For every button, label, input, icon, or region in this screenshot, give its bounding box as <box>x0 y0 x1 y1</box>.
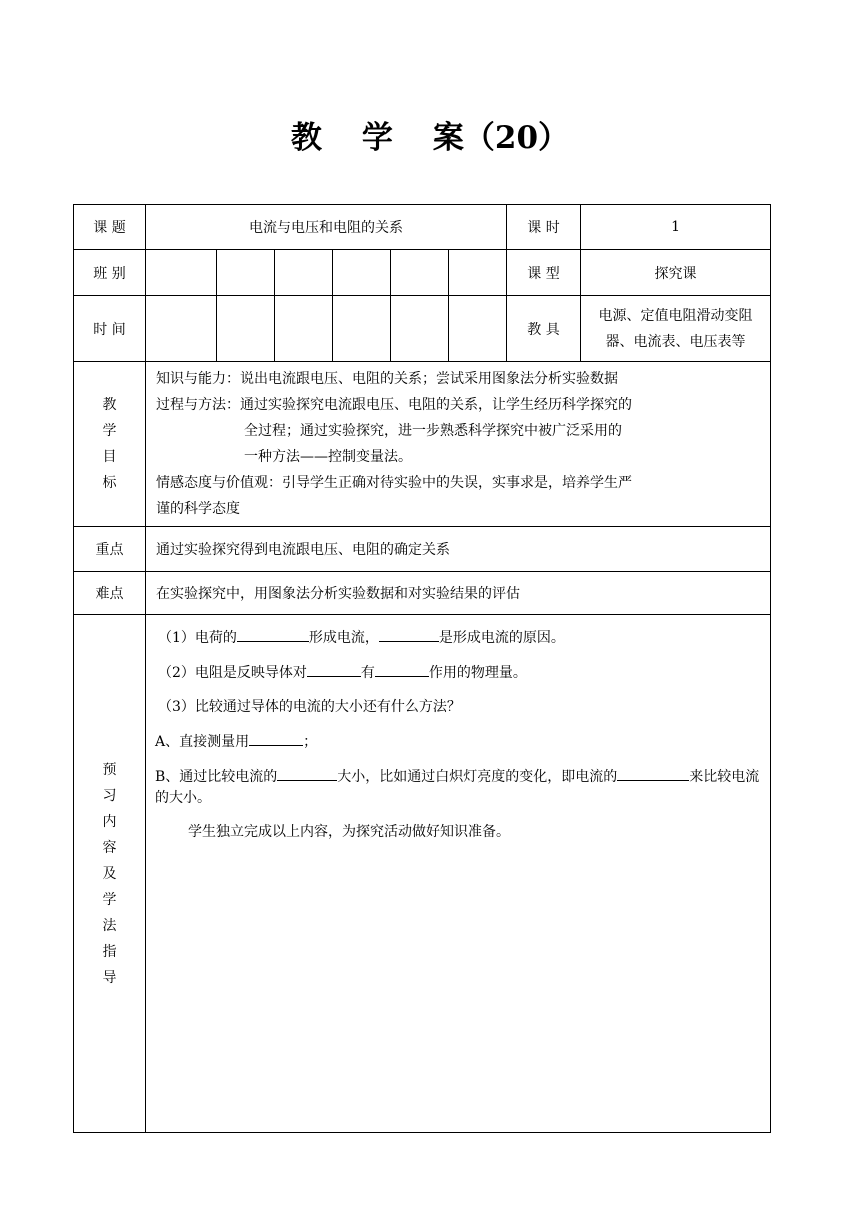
blank-field[interactable] <box>237 627 309 642</box>
preview-label-char: 内 <box>102 813 117 830</box>
question-1 <box>158 627 760 649</box>
tools-label: 教 具 <box>507 296 581 362</box>
time-cell <box>333 296 391 362</box>
title-char-3: 案（20） <box>432 120 570 156</box>
lesson-plan-table <box>73 204 771 1133</box>
objective-line: 一种方法——控制变量法。 <box>244 449 412 465</box>
time-cell <box>449 296 507 362</box>
time-cell <box>391 296 449 362</box>
preview-label <box>74 615 146 1133</box>
question-text: 有 <box>360 665 375 681</box>
time-cell <box>275 296 333 362</box>
class-cell <box>391 250 449 296</box>
preview-label-char: 指 <box>102 943 117 960</box>
class-cell <box>333 250 391 296</box>
question-text: 来比较电流的大小。 <box>155 769 760 806</box>
preview-note: 学生独立完成以上内容，为探究活动做好知识准备。 <box>188 824 510 840</box>
blank-field[interactable] <box>375 662 429 677</box>
hours-value: 1 <box>581 205 771 250</box>
question-text: （2）电阻是反映导体对 <box>158 665 307 681</box>
page-title <box>0 112 860 157</box>
objective-line: 全过程；通过实验探究，进一步熟悉科学探究中被广泛采用的 <box>244 423 622 439</box>
title-char-2: 学 <box>361 120 393 156</box>
class-cell <box>449 250 507 296</box>
question-3: （3）比较通过导体的电流的大小还有什么方法？ <box>158 699 461 715</box>
objective-line: 情感态度与价值观：引导学生正确对待实验中的失误，实事求是，培养学生严 <box>156 475 632 491</box>
question-text: 形成电流， <box>308 630 379 646</box>
objectives-label <box>74 362 146 527</box>
preview-label-char: 容 <box>102 839 117 856</box>
blank-field[interactable] <box>617 766 689 781</box>
objectives-label-char: 学 <box>102 423 117 439</box>
class-label: 班 别 <box>74 250 146 296</box>
question-2 <box>158 662 760 684</box>
time-cell <box>146 296 217 362</box>
tools-value: 电源、定值电阻滑动变阻器、电流表、电压表等 <box>581 296 771 362</box>
preview-label-char: 法 <box>102 917 117 934</box>
question-text: ； <box>303 734 318 750</box>
key-point-label: 重点 <box>74 527 146 572</box>
difficulty-text: 在实验探究中，用图象法分析实验数据和对实验结果的评估 <box>146 572 771 615</box>
class-cell <box>146 250 217 296</box>
blank-field[interactable] <box>277 766 337 781</box>
objectives-content <box>146 362 771 527</box>
question-text: 是形成电流的原因。 <box>438 630 565 646</box>
preview-label-char: 习 <box>102 787 117 804</box>
objectives-label-char: 教 <box>102 397 117 413</box>
key-point-text: 通过实验探究得到电流跟电压、电阻的确定关系 <box>146 527 771 572</box>
objective-line: 知识与能力：说出电流跟电压、电阻的关系；尝试采用图象法分析实验数据 <box>156 371 618 387</box>
preview-label-char: 及 <box>102 865 117 882</box>
preview-label-char: 预 <box>102 761 117 778</box>
blank-field[interactable] <box>249 731 303 746</box>
objectives-label-char: 标 <box>102 475 117 491</box>
objective-line: 谨的科学态度 <box>156 501 240 517</box>
question-text: A、直接测量用 <box>155 734 250 750</box>
time-cell <box>217 296 275 362</box>
question-a <box>155 731 760 753</box>
objective-line: 过程与方法：通过实验探究电流跟电压、电阻的关系，让学生经历科学探究的 <box>156 397 632 413</box>
topic-label: 课 题 <box>74 205 146 250</box>
blank-field[interactable] <box>379 627 439 642</box>
question-text: B、通过比较电流的 <box>155 769 278 785</box>
type-label: 课 型 <box>507 250 581 296</box>
title-char-1: 教 <box>290 120 322 156</box>
preview-content <box>146 615 771 1133</box>
topic-value: 电流与电压和电阻的关系 <box>146 205 507 250</box>
question-text: （1）电荷的 <box>158 630 237 646</box>
hours-label: 课 时 <box>507 205 581 250</box>
time-label: 时 间 <box>74 296 146 362</box>
blank-field[interactable] <box>307 662 361 677</box>
objectives-label-char: 目 <box>102 449 117 465</box>
preview-label-char: 学 <box>102 891 117 908</box>
type-value: 探究课 <box>581 250 771 296</box>
difficulty-label: 难点 <box>74 572 146 615</box>
class-cell <box>217 250 275 296</box>
preview-label-char: 导 <box>102 969 117 986</box>
question-b <box>155 766 760 809</box>
question-text: 作用的物理量。 <box>428 665 527 681</box>
class-cell <box>275 250 333 296</box>
question-text: 大小，比如通过白炽灯亮度的变化，即电流的 <box>337 769 618 785</box>
